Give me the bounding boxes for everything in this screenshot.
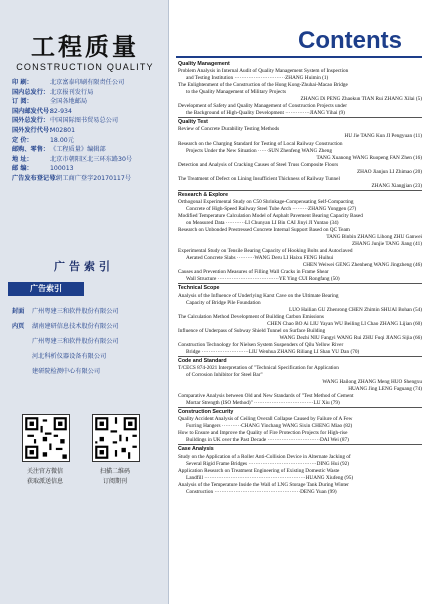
ad-item — [12, 303, 164, 318]
toc-entry-line: ZHANG Di PENG Zhaokun TIAN Rui ZHANG Xilai (5) — [300, 96, 422, 103]
subscribe-qr-code[interactable] — [92, 414, 140, 462]
toc-entry-line: TANG Xuanong WANG Ruopeng FAN Zhen (16) — [316, 154, 422, 161]
toc-entry-line: Research on Unbonded Prestressed Concrete Internal Support Based on QC Team — [178, 227, 350, 234]
wechat-qr-code[interactable] — [22, 414, 70, 462]
ad-item — [12, 333, 164, 348]
toc-entry-line: Capacity of Bridge Pile Foundation — [186, 299, 261, 306]
info-value: 京朝工商广登字20170117号 — [50, 174, 131, 182]
toc-entry-line: Research on the Charging Standard for Testing of Local Railway Construction — [178, 140, 343, 147]
toc-entry-line: Application Research on Treatment Engineering of Existing Domestic Waste — [178, 467, 340, 474]
qr-code-icon — [93, 415, 139, 461]
info-key: 国内邮发代号： — [12, 107, 56, 115]
toc-entry-line: Quality Accident Analysis of Ceiling Overall Collapse Caused by Failure of A Few — [178, 416, 353, 423]
toc-section-heading: Quality Management — [178, 61, 230, 67]
toc-entry-line: ZHAO Jianjun LI Zhimao (20) — [356, 168, 422, 175]
toc-entry-line: CHEN Weiwei GENG Zhenheng WANG Jingzheng (46) — [302, 262, 422, 269]
toc-entry-line: ZHANG Xiangjian (23) — [371, 182, 422, 189]
toc-entry-line: How to Ensure and Improve the Quality of Fire Protection Projects for High-rise — [178, 430, 348, 437]
ad-item — [12, 348, 164, 363]
column-divider — [168, 0, 169, 604]
info-row — [12, 88, 164, 98]
toc-entry-line: WANG Hailong ZHANG Meng HUO Shengxu — [322, 379, 422, 386]
toc-entry-line: Furring Hangers ···········CHANG Yinchang WANG Sixin CHENG Miao (82) — [186, 423, 353, 430]
toc-section-heading: Quality Test — [178, 117, 422, 126]
info-value: 北京市朝阳区北三环东路30号 — [50, 155, 133, 163]
toc-section-heading: Case Analysis — [178, 444, 422, 453]
toc-entry-line: The Enlightenment of the Construction of the Hong Kong-Zhuhai-Macao Bridge — [178, 82, 348, 89]
info-key: 邮购、零售： — [12, 146, 50, 154]
toc-entry-line: LUO Hailian GU Zhenrong CHEN Zhimin SHUAI Bohan (54) — [289, 306, 422, 313]
info-row — [12, 126, 164, 136]
toc-entry-line: Comparative Analysis between Old and New Standards of "Test Method of Cement — [178, 393, 354, 400]
toc-entry-line: WANG Dezhi NIU Fangyi WANG Rui ZHU Fuqi JIANG Sijia (66) — [279, 334, 422, 341]
ad-index-label: 广告索引 — [8, 282, 84, 296]
toc-section-heading: Code and Standard — [178, 356, 422, 365]
info-value: 北京富泰印刷有限责任公司 — [50, 79, 125, 86]
toc-entry-line: HUANG Jing LENG Faguang (74) — [348, 386, 422, 393]
info-key: 国外总发行： — [12, 117, 50, 125]
subscribe-qr-caption: 扫描二维码 订阅期刊 — [99, 468, 130, 485]
toc-entry-line: to the Quality Management of Military Projects — [186, 89, 287, 96]
ad-item-page: 封面 — [12, 308, 25, 315]
info-row — [12, 116, 164, 126]
toc-entry-line: Concrete of High-Speed Railway Steel Tube Arch ·········ZHANG Yonggen (27) — [186, 205, 357, 212]
table-of-contents — [178, 61, 422, 496]
ad-item-name: 湖南建研信息技术股份有限公司 — [32, 323, 119, 330]
info-value: 中国国际图书贸易总公司 — [50, 117, 119, 125]
toc-entry-line: Development of Safety and Quality Management of Construction Projects under — [178, 103, 347, 110]
info-key: 订 阅： — [12, 98, 33, 106]
toc-entry-line: Problem Analysis in Internal Audit of Quality Management System of Inspection — [178, 68, 349, 75]
info-row — [12, 136, 164, 146]
toc-entry-line: ZHANG Junjie TANG Jiang (41) — [351, 241, 422, 248]
toc-entry-line: Study on the Application of a Roller Anti-Collision Device in Alternate Jacking of — [178, 453, 351, 460]
toc-entry-line: Construction Technology for Nielsen System Suspenders of Qilu Yellow River — [178, 341, 344, 348]
info-key: 国外发行代号： — [12, 126, 56, 134]
info-value: M02801 — [50, 126, 76, 134]
left-info-panel — [0, 0, 168, 604]
toc-entry-line: Modified Temperature Calculation Model of Asphalt Pavement Bearing Capacity Based — [178, 212, 363, 219]
toc-entry-line: TANG Binbin ZHANG Lihong ZHU Ganwei — [326, 234, 422, 241]
contents-panel — [174, 0, 422, 604]
toc-entry-line: on Measured Data ···········LI Chunyan LI Bin CAI Jinyi JI Yuntao (34) — [186, 220, 339, 227]
toc-entry-line: Analysis of the Influence of Underlying Karst Cave on the Ultimate Bearing — [178, 292, 339, 299]
toc-entry-line: Landfill ··························································HUANG Xiufeng (95) — [186, 474, 354, 481]
info-value: 北京报刊发行局 — [50, 88, 94, 96]
toc-entry-line: the Background of High-Quality Development ··············JIANG Yihai (9) — [186, 110, 345, 117]
toc-entry-line: Aerated Concrete Slabs ··········WANG Deru LI Haixu FENG Huihui — [186, 255, 334, 262]
contents-title: Contents — [298, 27, 402, 54]
toc-entry-line: HU Jie TANG Kun JI Pengyuan (11) — [344, 133, 422, 140]
info-value: 《工程质量》编辑部 — [50, 146, 106, 154]
qr-code-icon — [23, 415, 69, 461]
toc-entry-line: Buildings in UK over the Past Decade ······························DAI Wei (87) — [186, 437, 349, 444]
info-row — [12, 164, 164, 174]
masthead — [10, 34, 160, 72]
ad-item-name: 广州粤建三和软件股份有限公司 — [32, 308, 119, 315]
toc-section-heading: Technical Scope — [178, 283, 422, 292]
toc-entry-line: Experimental Study on Tensile Bearing Capacity of Hooking Bolts and Autoclaved — [178, 248, 353, 255]
toc-entry-line: Construction ·················································DENG Yuan (99) — [186, 488, 337, 495]
info-row — [12, 145, 164, 155]
ad-item — [12, 363, 164, 378]
ad-item-page: 内页 — [12, 323, 25, 330]
info-row — [12, 174, 164, 184]
toc-section-heading: Construction Security — [178, 407, 422, 416]
info-key: 国内总发行： — [12, 88, 50, 96]
masthead-title-cn: 工程质量 — [31, 32, 139, 61]
info-value: 100013 — [50, 165, 74, 173]
ad-item — [12, 318, 164, 333]
info-row — [12, 107, 164, 117]
info-key: 邮 编： — [12, 165, 33, 173]
info-value: 全国各地邮局 — [50, 98, 88, 106]
ad-item-name: 建研院检测中心有限公司 — [32, 368, 101, 375]
contents-rule — [176, 56, 422, 58]
info-row — [12, 78, 164, 88]
toc-entry-line: Bridge ···························LIU Wenhua ZHANG Riliang LI Shan YU Dan (70) — [186, 348, 360, 355]
info-key: 地 址： — [12, 155, 33, 163]
toc-entry-line: CHEN Chao BO Ai LIU Yayan WU Beiling LI Chao ZHANG Lijian (60) — [267, 320, 422, 327]
toc-entry-line: Orthogonal Experimental Study on C50 Shrinkage-Compensating Self-Compacting — [178, 198, 354, 205]
info-value: 18.00元 — [50, 136, 74, 144]
wechat-qr-caption: 关注官方微信 获取派送信息 — [26, 468, 63, 485]
toc-entry-line: Detection and Analysis of Cracking Causes of Steel Truss Composite Floors — [178, 161, 339, 168]
masthead-title-en: CONSTRUCTION QUALITY — [16, 62, 154, 72]
ad-list — [12, 303, 164, 378]
toc-entry-line: Projects Under the New Situation ······SUN Zhenfeng WANG Zheng — [186, 147, 332, 154]
toc-entry-line: Analysis of the Temperature Inside the Wall of LNG Storage Tank During Winter — [178, 481, 349, 488]
info-key: 印 刷： — [12, 79, 33, 86]
toc-entry-line: and Testing Institution ·····························ZHANG Huimin (1) — [186, 75, 329, 82]
toc-entry-line: Review of Concrete Durability Testing Methods — [178, 126, 280, 133]
toc-section-heading: Research & Explore — [178, 190, 422, 199]
ad-section-title: 广告索引 — [54, 260, 114, 273]
toc-entry-line: The Treatment of Defect on Lining Insufficient Thickness of Railway Tunnel — [178, 175, 340, 182]
toc-entry-line: The Calculation Method Development of Building Carbon Emissions — [178, 313, 324, 320]
toc-entry-line: Mortar Strength (ISO Method)" ··································LU Xiu (79) — [186, 400, 340, 407]
toc-entry-line: Several Rigid Frame Bridges ·······································DING Hui (92) — [186, 460, 349, 467]
info-value: 82-934 — [50, 107, 72, 115]
info-row — [12, 97, 164, 107]
toc-entry-line: Influence of Underpass of Subway Shield Tunnel on Surface Building — [178, 327, 326, 334]
ad-item-name: 河北科析仪器设备有限公司 — [32, 353, 107, 360]
info-key: 定 价： — [12, 136, 33, 144]
toc-entry-line: of Corrosion Inhibitor for Steel Bar" — [186, 372, 263, 379]
ad-item-name: 广州粤建三和软件股份有限公司 — [32, 338, 119, 345]
info-row — [12, 155, 164, 165]
toc-entry-line: Wall Structure ···································YE Ying CUI Rongfang (50) — [186, 276, 340, 283]
info-key: 广告发布登记号： — [12, 174, 62, 182]
toc-entry-line: T/CECS 874-2021 Interpretation of "Technical Specification for Application — [178, 364, 339, 371]
publication-info — [12, 78, 164, 184]
toc-entry-line: Causes and Prevention Measures of Filling Wall Cracks in Frame Shear — [178, 269, 329, 276]
